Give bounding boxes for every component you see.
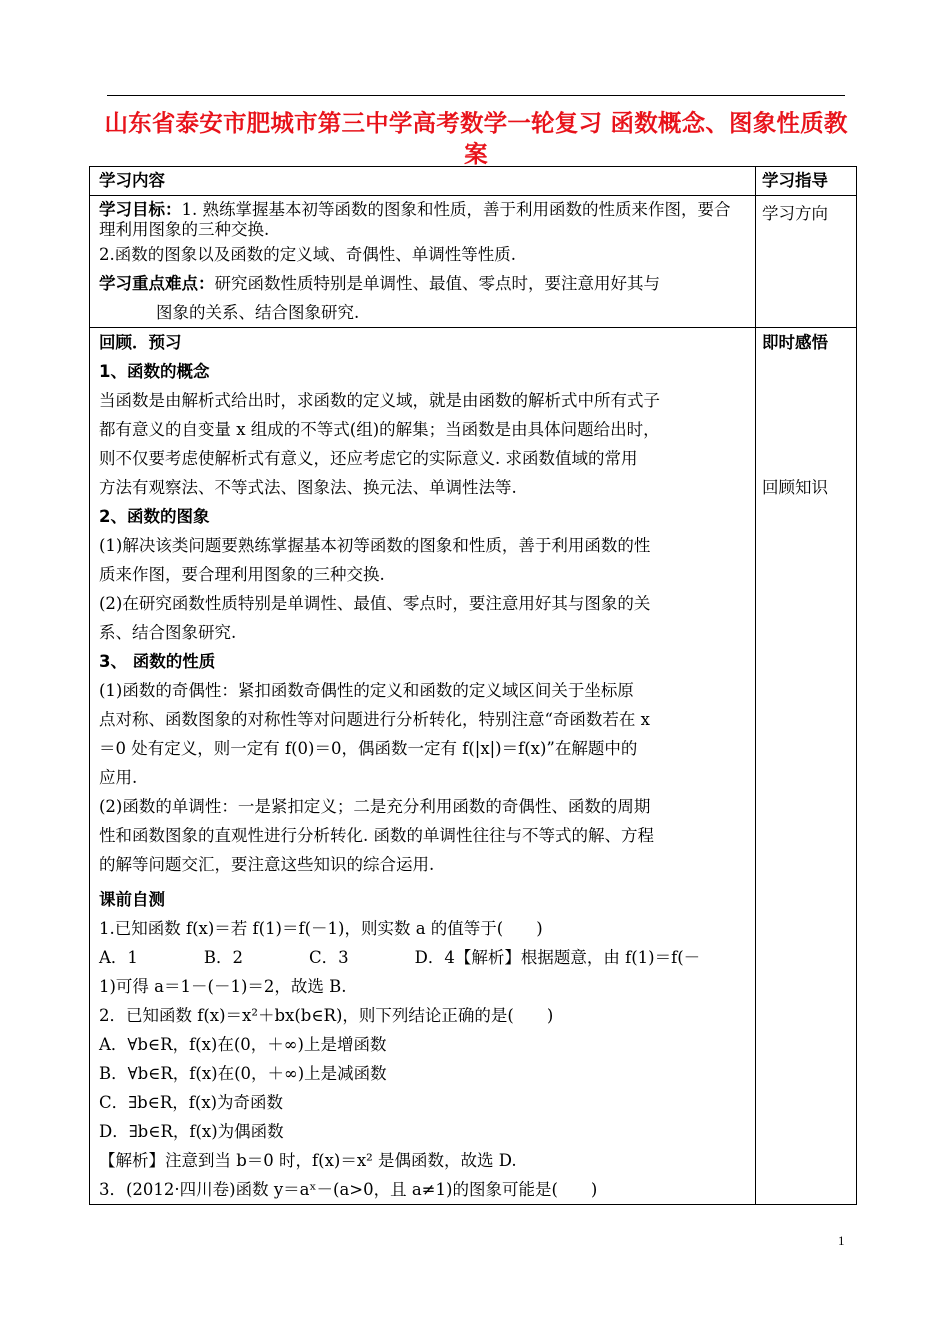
- s1-line-4: 方法有观察法、不等式法、图象法、换元法、单调性法等.: [99, 478, 517, 497]
- review-knowledge-note: 回顾知识: [762, 478, 828, 497]
- s1-line-2: 都有意义的自变量 x 组成的不等式(组)的解集；当函数是由具体问题给出时，: [99, 420, 660, 439]
- goal-2: 2.函数的图象以及函数的定义域、奇偶性、单调性等性质.: [99, 245, 516, 264]
- s3-line-4: 应用.: [99, 768, 138, 787]
- review-preview-cell: [90, 328, 756, 1205]
- section-1-title: 1、函数的概念: [99, 362, 210, 381]
- s3-line-7: 的解等问题交汇，要注意这些知识的综合运用.: [99, 855, 435, 874]
- question-2-option-a: A．∀b∈R，f(x)在(0，＋∞)上是增函数: [99, 1035, 387, 1054]
- question-1-solution: 1)可得 a＝1－(－1)＝2，故选 B.: [99, 977, 347, 996]
- learning-goals-cell: [90, 196, 756, 328]
- s3-line-3: ＝0 处有定义，则一定有 f(0)＝0，偶函数一定有 f(|x|)＝f(x)”在解题中的: [99, 739, 638, 758]
- learning-direction-cell: [756, 196, 857, 328]
- section-3-title: 3、 函数的性质: [99, 652, 216, 671]
- s3-line-6: 性和函数图象的直观性进行分析转化. 函数的单调性往往与不等式的解、方程: [99, 826, 654, 845]
- self-test-heading: 课前自测: [99, 890, 165, 909]
- header-rule: [107, 95, 845, 96]
- s2-line-2: 质来作图，要合理利用图象的三种交换.: [99, 565, 385, 584]
- s2-line-3: (2)在研究函数性质特别是单调性、最值、零点时，要注意用好其与图象的关: [99, 594, 651, 613]
- page-number: 1: [838, 1233, 845, 1248]
- question-2-option-d: D．∃b∈R，f(x)为偶函数: [99, 1122, 284, 1141]
- goals-label: 学习目标：: [99, 200, 182, 219]
- question-3: 3．(2012·四川卷)函数 y＝aˣ－(a>0，且 a≠1)的图象可能是( ): [99, 1180, 598, 1199]
- key-points-label: 学习重点难点：: [99, 274, 215, 293]
- section-2-title: 2、函数的图象: [99, 507, 210, 526]
- s1-line-3: 则不仅要考虑使解析式有意义，还应考虑它的实际意义. 求函数值域的常用: [99, 449, 638, 468]
- reflection-heading: 即时感悟: [762, 333, 828, 352]
- review-heading: 回顾．预习: [99, 333, 182, 352]
- question-1-options: A．1 B．2 C．3 D．4【解析】根据题意，由 f(1)＝f(－: [99, 948, 701, 967]
- s2-line-4: 系、结合图象研究.: [99, 623, 237, 642]
- s3-line-5: (2)函数的单调性：一是紧扣定义；二是充分利用函数的奇偶性、函数的周期: [99, 797, 651, 816]
- question-1: 1.已知函数 f(x)＝若 f(1)＝f(－1)，则实数 a 的值等于( ): [99, 919, 543, 938]
- s1-line-1: 当函数是由解析式给出时，求函数的定义域，就是由函数的解析式中所有式子: [99, 391, 660, 410]
- question-2: 2．已知函数 f(x)＝x²＋bx(b∈R)，则下列结论正确的是( ): [99, 1006, 554, 1025]
- question-2-solution: 【解析】注意到当 b＝0 时，f(x)＝x² 是偶函数，故选 D.: [99, 1151, 517, 1170]
- column-header-guide: 学习指导: [756, 167, 857, 196]
- s3-line-2: 点对称、函数图象的对称性等对问题进行分析转化，特别注意“奇函数若在 x: [99, 710, 650, 729]
- reflection-cell: [756, 328, 857, 1205]
- goal-1: 1. 熟练掌握基本初等函数的图象和性质，善于利用函数的性质来作图，要合理利用图象的三种交换.: [99, 200, 731, 239]
- s2-line-1: (1)解决该类问题要熟练掌握基本初等函数的图象和性质，善于利用函数的性: [99, 536, 651, 555]
- key-point-line-2: 图象的关系、结合图象研究.: [156, 303, 360, 322]
- key-point-line-1: 研究函数性质特别是单调性、最值、零点时，要注意用好其与: [214, 274, 660, 293]
- learning-direction: 学习方向: [762, 204, 828, 223]
- s3-line-1: (1)函数的奇偶性：紧扣函数奇偶性的定义和函数的定义域区间关于坐标原: [99, 681, 634, 700]
- question-2-option-b: B．∀b∈R，f(x)在(0，＋∞)上是减函数: [99, 1064, 387, 1083]
- column-header-content: 学习内容: [90, 167, 756, 196]
- lesson-table: [89, 166, 857, 1205]
- document-title: 山东省泰安市肥城市第三中学高考数学一轮复习 函数概念、图象性质教案: [104, 109, 848, 168]
- question-2-option-c: C．∃b∈R，f(x)为奇函数: [99, 1093, 284, 1112]
